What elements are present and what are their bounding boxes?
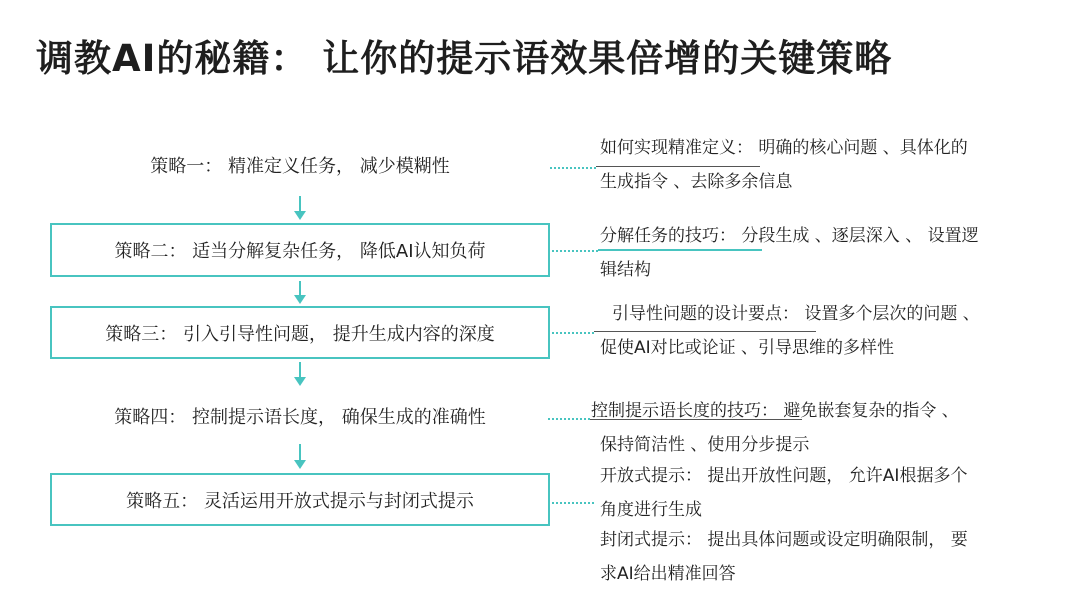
connector-2: [552, 250, 598, 252]
strategy-5-box: 策略五： 灵活运用开放式提示与封闭式提示: [50, 473, 550, 526]
page-title: 调教AI的秘籍： 让你的提示语效果倍增的关键策略: [36, 37, 893, 80]
flow-arrow-4: [294, 444, 306, 469]
detail-4-line-1: 控制提示语长度的技巧： 避免嵌套复杂的指令 、: [591, 401, 959, 421]
strategy-3-box: 策略三： 引入引导性问题， 提升生成内容的深度: [50, 306, 550, 359]
flow-arrow-3: [294, 362, 306, 386]
detail-5-line-2: 角度进行生成: [600, 500, 702, 520]
detail-4: [591, 394, 959, 462]
connector-1: [550, 167, 596, 169]
detail-6: [600, 523, 968, 591]
detail-2-line-2: 辑结构: [600, 260, 651, 280]
detail-3-line-1: 引导性问题的设计要点： 设置多个层次的问题 、: [612, 304, 980, 324]
detail-1-line-2: 生成指令 、去除多余信息: [600, 172, 793, 192]
detail-1-line-1: 如何实现精准定义： 明确的核心问题 、具体化的: [600, 138, 968, 158]
detail-2-line-1: 分解任务的技巧： 分段生成 、逐层深入 、 设置逻: [600, 226, 979, 246]
detail-4-line-2: 保持简洁性 、使用分步提示: [600, 435, 810, 455]
flow-arrow-1: [294, 196, 306, 220]
strategy-1: 策略一： 精准定义任务， 减少模糊性: [150, 156, 450, 177]
detail-1: [600, 131, 968, 199]
connector-5: [552, 502, 594, 504]
detail-5-line-1: 开放式提示： 提出开放性问题， 允许AI根据多个: [600, 466, 968, 486]
strategy-4: 策略四： 控制提示语长度， 确保生成的准确性: [114, 407, 486, 428]
flow-arrow-2: [294, 281, 306, 304]
detail-6-line-1: 封闭式提示： 提出具体问题或设定明确限制， 要: [600, 530, 968, 550]
connector-3: [552, 332, 594, 334]
connector-4: [548, 418, 590, 420]
strategy-2-box: 策略二： 适当分解复杂任务， 降低AI认知负荷: [50, 223, 550, 277]
detail-3: [600, 297, 980, 365]
detail-5: [600, 459, 967, 527]
detail-2: [600, 219, 979, 287]
detail-6-line-2: 求AI给出精准回答: [600, 564, 736, 584]
detail-3-line-2: 促使AI对比或论证 、引导思维的多样性: [600, 338, 895, 358]
